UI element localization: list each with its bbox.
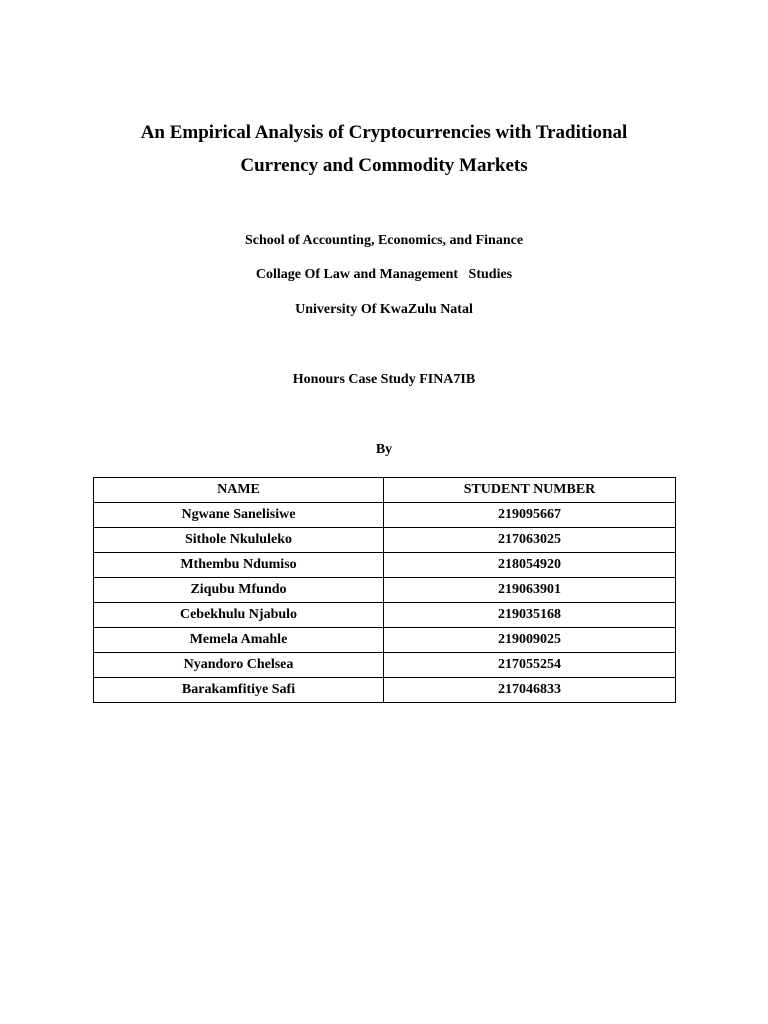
student-name-cell: Memela Amahle [94, 628, 384, 653]
table-row [94, 528, 676, 553]
student-number-cell: 219063901 [384, 578, 676, 603]
by-label: By [375, 442, 393, 457]
course-name: Honours Case Study FINA7IB [292, 372, 476, 387]
table-row [94, 678, 676, 703]
title-line-1: An Empirical Analysis of Cryptocurrencies with Traditional [140, 122, 628, 143]
student-number-cell: 217055254 [384, 653, 676, 678]
table-row [94, 603, 676, 628]
table-row [94, 653, 676, 678]
college-name: Collage Of Law and Management Studies [255, 267, 513, 282]
student-number-cell: 217063025 [384, 528, 676, 553]
student-number-cell: 218054920 [384, 553, 676, 578]
student-number-cell: 219009025 [384, 628, 676, 653]
school-name: School of Accounting, Economics, and Finance [244, 233, 524, 248]
student-name-cell: Nyandoro Chelsea [94, 653, 384, 678]
table-row [94, 503, 676, 528]
student-name-cell: Ziqubu Mfundo [94, 578, 384, 603]
student-number-cell: 219035168 [384, 603, 676, 628]
student-number-column-header: STUDENT NUMBER [384, 478, 676, 503]
student-name-cell: Cebekhulu Njabulo [94, 603, 384, 628]
student-number-cell: 219095667 [384, 503, 676, 528]
document-title [0, 116, 768, 182]
title-line-2: Currency and Commodity Markets [240, 155, 528, 176]
university-name: University Of KwaZulu Natal [295, 302, 473, 317]
name-column-header: NAME [94, 478, 384, 503]
student-name-cell: Sithole Nkululeko [94, 528, 384, 553]
table-row [94, 553, 676, 578]
table-row [94, 578, 676, 603]
student-number-cell: 217046833 [384, 678, 676, 703]
student-table [93, 477, 676, 703]
table-header-row [94, 478, 676, 503]
student-name-cell: Barakamfitiye Safi [94, 678, 384, 703]
table-row [94, 628, 676, 653]
student-name-cell: Ngwane Sanelisiwe [94, 503, 384, 528]
student-name-cell: Mthembu Ndumiso [94, 553, 384, 578]
